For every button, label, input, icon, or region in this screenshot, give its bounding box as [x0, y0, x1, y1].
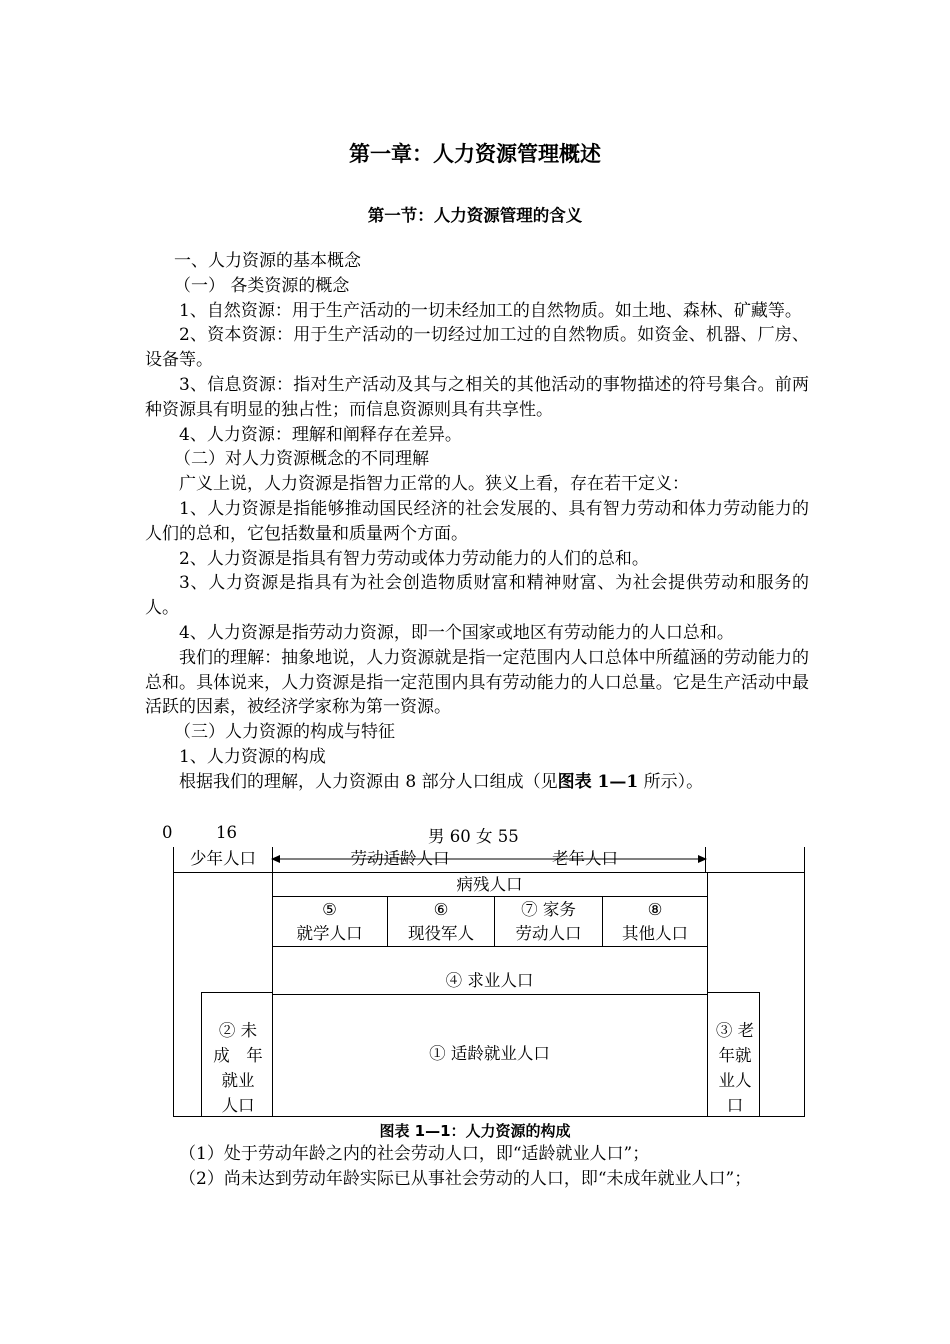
cell-3-line: ③ 老: [715, 1021, 755, 1040]
minor-box-left: [201, 992, 202, 1117]
section-title: 第一节：人力资源管理的含义: [367, 206, 583, 225]
paragraph: （1）处于劳动年龄之内的社会劳动人口，即“适龄就业人口”；: [179, 1144, 650, 1164]
paragraph: 2、人力资源是指具有智力劳动或体力劳动能力的人们的总和。: [179, 548, 649, 569]
age-label-16: 16: [216, 823, 237, 842]
disabled-population-label: 病残人口: [456, 875, 523, 894]
cell-7-label: 劳动人口: [515, 924, 582, 943]
paragraph: 3、人力资源是指具有为社会创造物质财富和精神财富、为社会提供劳动和服务的人。: [145, 573, 809, 619]
cell-3-line: 业人: [718, 1071, 752, 1090]
row-divider: [272, 946, 708, 947]
paragraph: 2、资本资源：用于生产活动的一切经过加工过的自然物质。如资金、机器、厂房、设备等。: [145, 325, 809, 371]
frame-left: [173, 872, 174, 1117]
paragraph: 4、人力资源是指劳动力资源，即一个国家或地区有劳动能力的人口总和。: [179, 622, 734, 643]
minor-box-top: [201, 992, 273, 993]
cell-5-label: 就学人口: [296, 924, 363, 943]
working-age-label: 劳动适龄人口: [350, 849, 450, 868]
cell-2-line: 就业: [221, 1071, 255, 1090]
paragraph: 1、自然资源：用于生产活动的一切未经加工的自然物质。如土地、森林、矿藏等。: [179, 300, 802, 321]
paragraph-intro: [145, 770, 809, 795]
age-label-0: 0: [162, 823, 173, 842]
paragraph: 广义上说，人力资源是指智力正常的人。狭义上看，存在若干定义：: [179, 474, 689, 495]
paragraph: 1、人力资源是指能够推动国民经济的社会发展的、具有智力劳动和体力劳动能力的人们的总和，它包括数量和质量两个方面。: [145, 498, 809, 544]
cell-1-working-age-employed: ① 适龄就业人口: [429, 1044, 550, 1063]
cell-6-number: ⑥: [433, 900, 449, 919]
body-text-continued: [145, 1142, 809, 1192]
paragraph: 一、人力资源的基本概念: [174, 251, 361, 271]
figure-reference: 图表 1—1: [557, 771, 639, 792]
cell-6-label: 现役军人: [408, 924, 474, 943]
cell-8-label: 其他人口: [622, 924, 688, 943]
cell-8-number: ⑧: [647, 900, 663, 919]
cell-2-line: 成 年: [213, 1046, 263, 1065]
cell-5-number: ⑤: [322, 900, 337, 919]
paragraph: 3、信息资源：指对生产活动及其与之相关的其他活动的事物描述的符号集合。前两种资源具有明显的独占性；而信息资源则具有共享性。: [145, 374, 809, 420]
cell-3-line: 口: [726, 1096, 744, 1115]
figure-caption: 图表 1—1：人力资源的构成: [379, 1122, 571, 1140]
frame-right: [804, 872, 805, 1117]
population-structure-diagram: [145, 820, 825, 1120]
working-age-arrow: [271, 850, 707, 870]
paragraph: （二）对人力资源概念的不同理解: [174, 449, 429, 470]
elderly-box-top: [707, 992, 759, 993]
elderly-box-right: [759, 992, 760, 1117]
chapter-title: 第一章：人力资源管理概述: [349, 142, 601, 166]
intro-text: 根据我们的理解，人力资源由 8 部分人口组成（见: [179, 771, 558, 792]
row-divider: [272, 994, 708, 995]
paragraph: 4、人力资源：理解和阐释存在差异。: [179, 424, 462, 445]
cell-3-elderly-employed: [711, 1018, 759, 1118]
youth-population-label: 少年人口: [190, 849, 256, 868]
cell-2-line: 人口: [221, 1096, 255, 1115]
paragraph: （三）人力资源的构成与特征: [174, 722, 395, 743]
cell-7-number: ⑦ 家务: [521, 900, 576, 919]
divider: [804, 847, 805, 872]
intro-text-end: 所示）。: [638, 771, 704, 792]
paragraph: （2）尚未达到劳动年龄实际已从事社会劳动的人口，即“未成年就业人口”；: [179, 1168, 752, 1189]
cell-2-minor-employed: [207, 1018, 269, 1118]
age-label-retire: 男 60 女 55: [428, 827, 519, 846]
body-text: [145, 249, 809, 795]
paragraph: 1、人力资源的构成: [179, 746, 326, 767]
cell-3-line: 年就: [718, 1046, 752, 1065]
cell-4-job-seekers: ④ 求业人口: [445, 971, 534, 990]
paragraph: （一） 各类资源的概念: [174, 275, 350, 296]
elderly-population-label: 老年人口: [552, 849, 618, 868]
cell-2-line: ② 未: [218, 1021, 258, 1040]
paragraph: 我们的理解：抽象地说，人力资源就是指一定范围内人口总体中所蕴涵的劳动能力的总和。具体说来，人力资源是指一定范围内具有劳动能力的人口总量。它是生产活动中最活跃的因素，被经济学家称为第一资源。: [145, 647, 809, 718]
